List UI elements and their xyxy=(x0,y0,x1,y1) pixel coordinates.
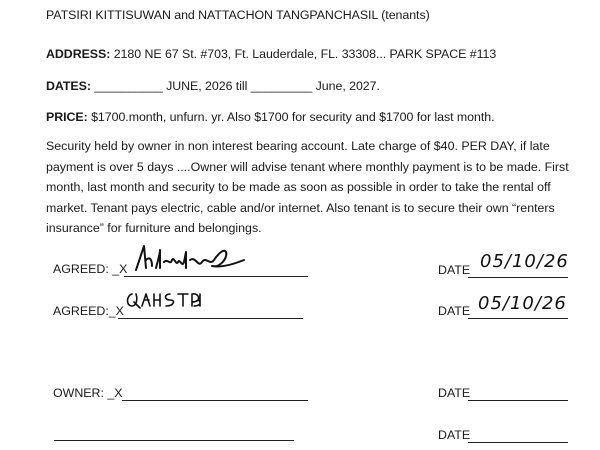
agreed-2-date-value: 05/10/26 xyxy=(478,293,567,314)
address-line xyxy=(46,47,496,61)
blank-signature-line xyxy=(54,440,294,441)
address-label: ADDRESS: xyxy=(46,47,111,61)
agreed-1-label: AGREED: _X xyxy=(53,262,128,276)
owner-signature-line xyxy=(122,400,308,401)
agreed-1-signature xyxy=(122,238,252,278)
agreed-2-date-line xyxy=(468,318,568,319)
owner-date-line xyxy=(468,400,568,401)
blank-date-label: DATE xyxy=(438,428,471,442)
agreed-2-date-label: DATE xyxy=(438,304,471,318)
dates-value: __________ JUNE, 2026 till _________ June, 2027. xyxy=(90,79,380,93)
tenants-line: PATSIRI KITTISUWAN and NATTACHON TANGPANCHASIL (tenants) xyxy=(46,8,430,22)
price-label: PRICE: xyxy=(46,110,88,124)
address-value: 2180 NE 67 St. #703, Ft. Lauderdale, FL. 33308... PARK SPACE #113 xyxy=(110,47,497,61)
owner-label: OWNER: _X xyxy=(53,386,123,400)
agreed-2-label: AGREED:_X xyxy=(53,304,124,318)
owner-date-label: DATE xyxy=(438,386,471,400)
price-line xyxy=(46,110,494,124)
agreed-1-date-label: DATE xyxy=(438,263,471,277)
blank-date-line xyxy=(468,442,568,443)
terms-paragraph: Security held by owner in non interest bearing account. Late charge of $40. PER DAY, if late payment is over 5 days ....Owner will advise tenant where monthly payment is to be made. First month, last month and security to be made as soon as possible in order to take the rental off market. Tenant pays electric, cable and/or internet. Also tenant is to secure their own “renters insurance” for furniture and belongings. xyxy=(46,139,569,235)
agreed-2-signature-line xyxy=(118,318,303,319)
agreed-1-date-value: 05/10/26 xyxy=(480,251,569,272)
agreed-1-date-line xyxy=(468,277,568,278)
price-value: $1700.month, unfurn. yr. Also $1700 for security and $1700 for last month. xyxy=(87,110,495,124)
dates-line xyxy=(46,79,380,93)
agreed-2-signature xyxy=(124,288,204,312)
dates-label: DATES: xyxy=(46,79,91,93)
